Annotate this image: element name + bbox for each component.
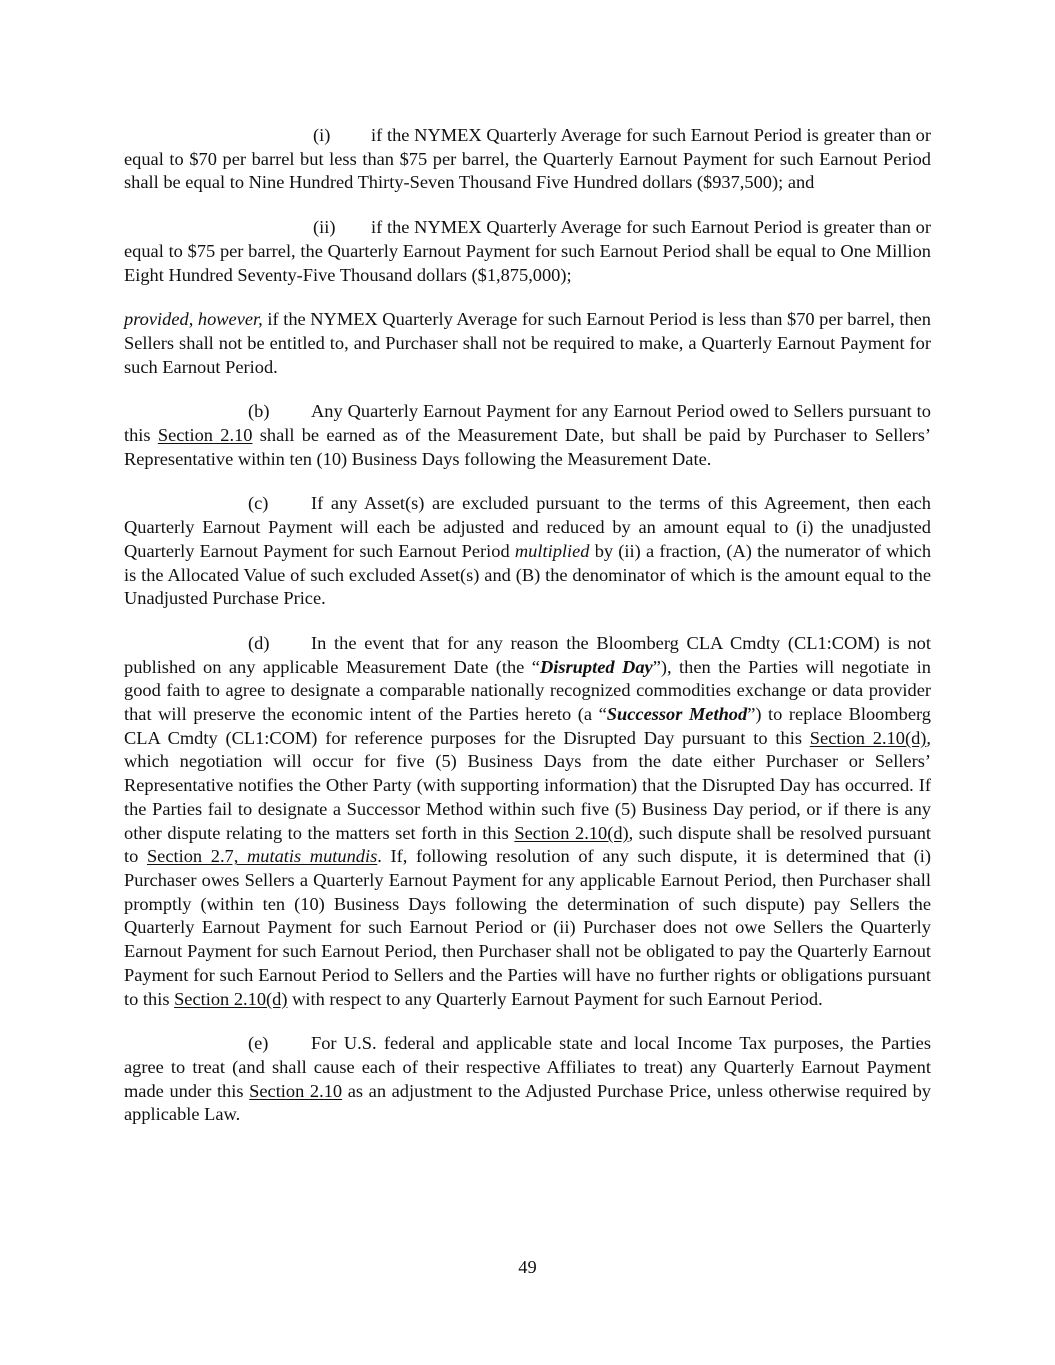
proviso-lead: provided, however, bbox=[124, 309, 263, 330]
clause-text: if the NYMEX Quarterly Average for such Earnout Period is greater than or equal to $70 per barrel but less than $75 per barrel, the Quarterly Earnout Payment for such Earnout Period shall be equal to Nine Hundred Thirty-Seven Thousand Five Hundred dollars ($937,500); and bbox=[124, 125, 931, 193]
clause-i bbox=[124, 124, 931, 195]
page-number: 49 bbox=[518, 1257, 537, 1277]
clause-label: (i) bbox=[313, 125, 331, 145]
defined-term-disrupted-day: Disrupted Day bbox=[539, 656, 653, 677]
clause-c: (c) If any Asset(s) are excluded pursuant to the terms of this Agreement, then each Quarterly Earnout Payment will each be adjusted and reduced by an amount equal to (i) the unadjusted Quarterly Earnout Payment for such Earnout Period multiplied by (ii) a fraction, (A) the numerator of which is the Allocated Value of such excluded Asset(s) and (B) the denominator of which is the amount equal to the Unadjusted Purchase Price. bbox=[124, 493, 932, 609]
clause-d: (d) In the event that for any reason the Bloomberg CLA Cmdty (CL1:COM) is not published on any applicable Measurement Date (the “Disrupted Day”), then the Parties will negotiate in good faith to agree to designate a comparable nationally recognized commodities exchange or data provider that will preserve the economic intent of the Parties hereto (a “Successor Method”) to replace Bloomberg CLA Cmdty (CL1:COM) for reference purposes for the Disrupted Day pursuant to this Section 2.10(d), which negotiation will occur for five (5) Business Days from the date either Purchaser or Sellers’ Representative notifies the Other Party (with supporting information) that the Disrupted Day has occurred. If the Parties fail to designate a Successor Method within such five (5) Business Day period, or if there is any other dispute relating to the matters set forth in this Section 2.10(d), such dispute shall be resolved pursuant to Section 2.7, mutatis mutundis. If, following resolution of any such dispute, it is determined that (i) Purchaser owes Sellers a Quarterly Earnout Payment for any applicable Earnout Period, then Purchaser shall promptly (within ten (10) Business Days following the determination of such dispute) pay Sellers the Quarterly Earnout Payment for such Earnout Period or (ii) Purchaser does not owe Sellers the Quarterly Earnout Payment for such Earnout Period, then Purchaser shall not be obligated to pay the Quarterly Earnout Payment for such Earnout Period to Sellers and the Parties will have no further rights or obligations pursuant to this Section 2.10(d) with respect to any Quarterly Earnout Payment for such Earnout Period. bbox=[124, 632, 932, 1009]
proviso bbox=[124, 308, 931, 379]
section-reference: Section 2.10(d) bbox=[809, 727, 927, 748]
clause-label: (b) bbox=[248, 401, 270, 422]
clause-text: if the NYMEX Quarterly Average for such Earnout Period is greater than or equal to $75 per barrel, the Quarterly Earnout Payment for such Earnout Period shall be equal to One Million Eight Hundred Seventy-Five Thousand dollars ($1,875,000); bbox=[124, 217, 931, 285]
section-reference: Section 2.10 bbox=[249, 1080, 343, 1101]
clause-label: (ii) bbox=[313, 217, 336, 238]
clause-b: (b) Any Quarterly Earnout Payment for any Earnout Period owed to Sellers pursuant to this Section 2.10 shall be earned as of the Measurement Date, but shall be paid by Purchaser to Sellers’ Representative within ten (10) Business Days following the Measurement Date. bbox=[124, 401, 931, 469]
clause-ii bbox=[124, 216, 931, 287]
clause-label: (e) bbox=[248, 1033, 269, 1054]
clause-e: (e) For U.S. federal and applicable state and local Income Tax purposes, the Parties agree to treat (and shall cause each of their respective Affiliates to treat) any Quarterly Earnout Payment made under this Section 2.10 as an adjustment to the Adjusted Purchase Price, unless otherwise required by applicable Law. bbox=[124, 1033, 931, 1125]
document-page bbox=[124, 124, 931, 1148]
section-reference: Section 2.7, mutatis mutundis bbox=[146, 846, 378, 867]
proviso-text: if the NYMEX Quarterly Average for such Earnout Period is less than $70 per barrel, then Sellers shall not be entitled to, and Purchaser shall not be required to make, a Quarterly Earnout Payment for such Earnout Period. bbox=[124, 309, 932, 377]
clause-label: (c) bbox=[248, 493, 269, 514]
section-reference: Section 2.10(d) bbox=[514, 822, 629, 843]
section-reference: Section 2.10 bbox=[157, 425, 253, 446]
emphasis: multiplied bbox=[514, 540, 590, 561]
defined-term-successor-method: Successor Method bbox=[606, 704, 748, 725]
clause-label: (d) bbox=[248, 632, 270, 653]
section-reference: Section 2.10(d) bbox=[174, 988, 288, 1009]
